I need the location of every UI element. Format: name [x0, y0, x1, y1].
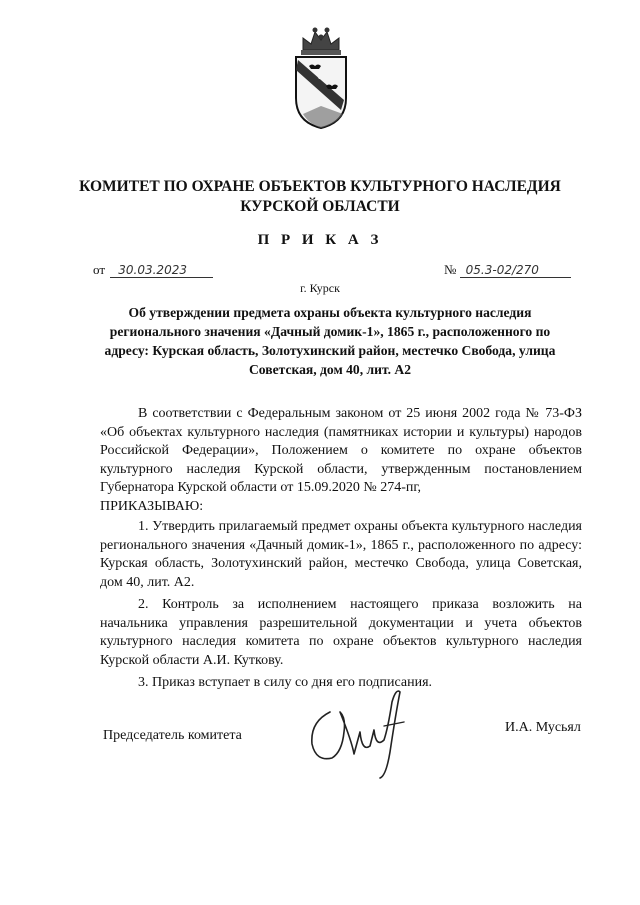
number-value: 05.3-02/270	[460, 263, 571, 278]
document-subject: Об утверждении предмета охраны объекта культурного наследия регионального значения «Дачный домик-1», 1865 г., расположенного по адресу: Курская область, Золотухинский район, местечко Свобода, улица Советская, дом 40, лит. А2	[104, 305, 556, 377]
handwritten-signature	[300, 682, 410, 782]
date-value: 30.03.2023	[110, 263, 213, 278]
committee-title	[0, 177, 640, 217]
directive-text: ПРИКАЗЫВАЮ:	[100, 498, 204, 514]
coat-of-arms-emblem	[281, 20, 361, 132]
signatory-name: И.А. Мусьял	[505, 720, 581, 735]
signatory-position: Председатель комитета	[103, 728, 242, 743]
city: г. Курск	[300, 281, 340, 295]
number-prefix: №	[444, 262, 457, 277]
date-line	[93, 262, 213, 278]
order-item-1: 1. Утвердить прилагаемый предмет охраны объекта культурного наследия регионального значения «Дачный домик-1», 1865 г., расположенного по адресу: Курская область, Золотухинский район, местечко Свобода, улица Советская, дом 40, лит. А2.	[100, 519, 582, 590]
order-item-3: 3. Приказ вступает в силу со дня его подписания.	[138, 675, 433, 690]
preamble-paragraph: В соответствии с Федеральным законом от 25 июня 2002 года № 73-ФЗ «Об объектах культурного наследия (памятниках истории и культуры) народов Российской Федерации», Положением о комитете по охране объектов культурного наследия Курской области, утвержденным постановлением Губернатора Курской области от 15.09.2020 № 274-пг,	[100, 406, 582, 495]
document-type: П Р И К А З	[257, 232, 383, 248]
document-body	[100, 405, 582, 697]
committee-title-line1: КОМИТЕТ ПО ОХРАНЕ ОБЪЕКТОВ КУЛЬТУРНОГО НАСЛЕДИЯ	[79, 178, 561, 195]
order-item-2: 2. Контроль за исполнением настоящего приказа возложить на начальника управления разрешительной документации и учета объектов культурного наследия комитета по охране объектов культурного наследия Курской области А.И. Куткову.	[100, 597, 582, 668]
date-prefix: от	[93, 262, 106, 277]
number-line	[444, 262, 571, 278]
committee-title-line2: КУРСКОЙ ОБЛАСТИ	[240, 198, 400, 215]
